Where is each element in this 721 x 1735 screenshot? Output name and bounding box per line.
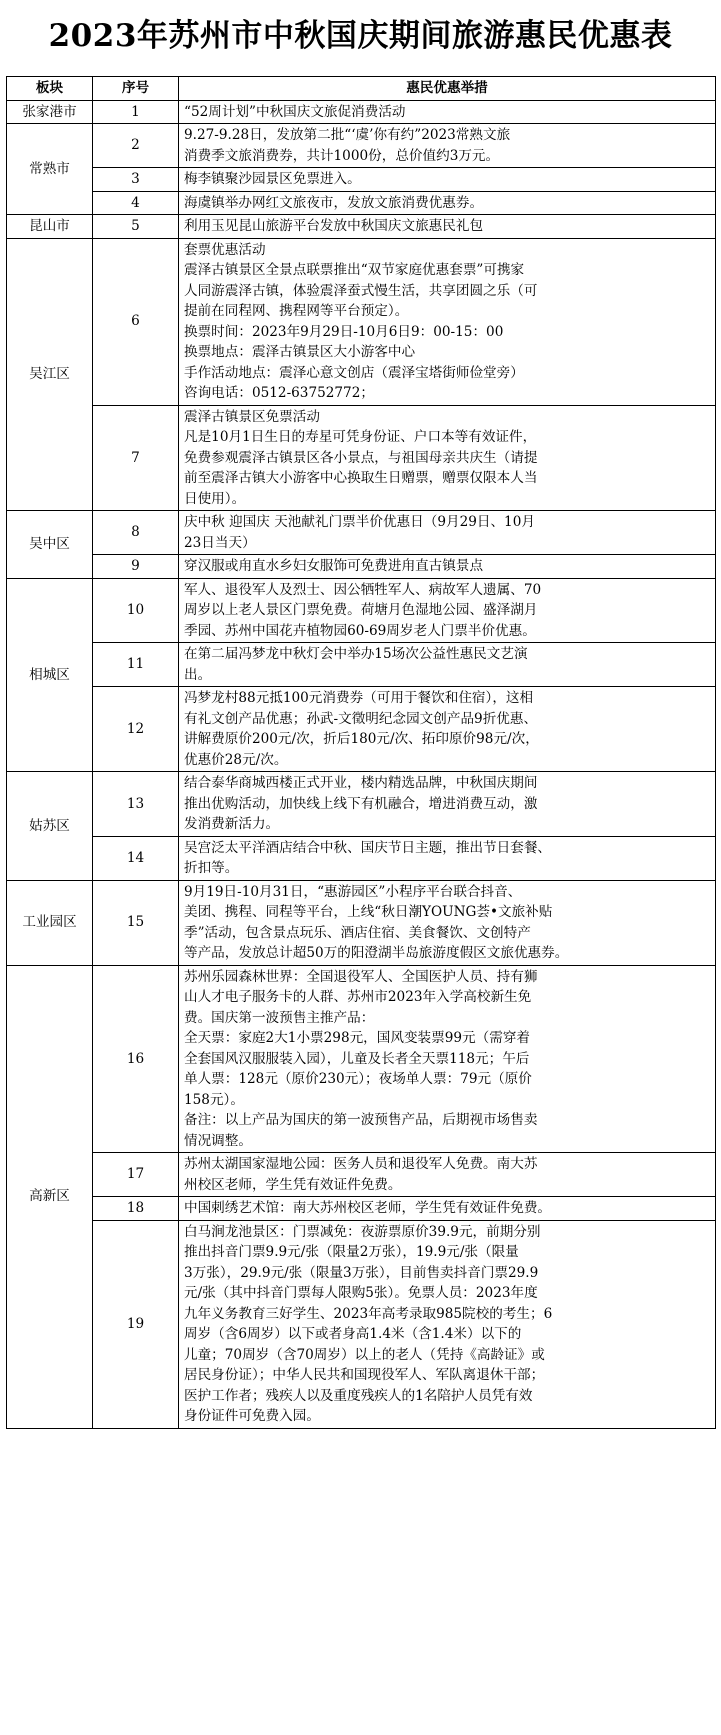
region-cell: 姑苏区 [7, 772, 93, 881]
measure-text-line: 在第二届冯梦龙中秋灯会中举办15场次公益性惠民文艺演 [184, 646, 528, 662]
row-number-cell: 1 [93, 100, 179, 124]
measure-text-line: 冯梦龙村88元抵100元消费券（可用于餐饮和住宿），这相 [184, 690, 534, 706]
measure-text-line: “52周计划”中秋国庆文旅促消费活动 [184, 103, 406, 120]
measure-text-line: 158元）。 [184, 1091, 244, 1108]
measure-cell [179, 238, 716, 405]
measure-text-line: 推出优购活动，加快线上线下有机融合，增进消费互动，激 [184, 795, 538, 812]
measure-text-line: 元/张（其中抖音门票每人限购5张）。免票人员：2023年度 [184, 1285, 538, 1301]
row-number-cell: 4 [93, 191, 179, 215]
measure-text-line: 穿汉服或甪直水乡妇女服饰可免费进甪直古镇景点 [184, 558, 484, 574]
region-cell: 高新区 [7, 965, 93, 1428]
measure-cell [179, 168, 716, 192]
measure-cell [179, 124, 716, 168]
measure-text-line: 日使用）。 [184, 490, 246, 507]
row-number-cell: 8 [93, 511, 179, 555]
measure-text-line: 身份证件可免费入园。 [184, 1408, 320, 1424]
measure-text-line: 儿童；70周岁（含70周岁）以上的老人（凭持《高龄证》或 [184, 1346, 545, 1363]
table-header-row [7, 77, 716, 101]
measure-text-line: 手作活动地点：震泽心意文创店（震泽宝塔街师俭堂旁） [184, 364, 524, 381]
measure-text-line: 九年义务教育三好学生、2023年高考录取985院校的考生；6 [184, 1305, 553, 1322]
measure-cell [179, 965, 716, 1153]
measure-text-line: 全天票：家庭2大1小票298元，国风变装票99元（需穿着 [184, 1030, 531, 1046]
measure-text-line: 提前在同程网、携程网等平台预定）。 [184, 303, 409, 319]
row-number-cell: 10 [93, 578, 179, 643]
measure-text-line: 单人票：128元（原价230元）；夜场单人票：79元（原价 [184, 1071, 532, 1087]
measure-text-line: 苏州乐园森林世界：全国退役军人、全国医护人员、持有狮 [184, 968, 538, 985]
measure-text-line: 优惠价28元/次。 [184, 751, 288, 768]
measure-cell [179, 555, 716, 579]
measure-text-line: 苏州太湖国家湿地公园：医务人员和退役军人免费。南大苏 [184, 1156, 538, 1172]
table-row [7, 1220, 716, 1428]
measure-text-line: 3万张），29.9元/张（限量3万张），目前售卖抖音门票29.9 [184, 1264, 539, 1281]
table-row [7, 555, 716, 579]
row-number-cell: 2 [93, 124, 179, 168]
row-number-cell: 12 [93, 687, 179, 772]
measure-text-line: 9.27-9.28日，发放第二批“‘虞’你有约”2023常熟文旅 [184, 127, 511, 143]
measure-cell [179, 687, 716, 772]
measure-text-line: 美团、携程、同程等平台，上线“秋日潮YOUNG荟•文旅补贴 [184, 904, 553, 920]
measure-text-line: 9月19日-10月31日，“惠游园区”小程序平台联合抖音、 [184, 883, 522, 900]
measure-text-line: 费。国庆第一波预售主推产品： [184, 1009, 375, 1026]
table-row [7, 405, 716, 511]
region-cell: 昆山市 [7, 215, 93, 239]
row-number-cell: 18 [93, 1197, 179, 1221]
measure-text-line: 梅李镇聚沙园景区免票进入。 [184, 171, 361, 187]
table-body [7, 100, 716, 1428]
row-number-cell: 13 [93, 772, 179, 837]
region-cell: 张家港市 [7, 100, 93, 124]
measure-cell [179, 836, 716, 880]
measure-text-line: 季园、苏州中国花卉植物园60-69周岁老人门票半价优惠。 [184, 622, 536, 639]
region-cell: 吴江区 [7, 238, 93, 511]
measure-cell [179, 511, 716, 555]
measure-text-line: 海虞镇举办网红文旅夜市，发放文旅消费优惠券。 [184, 194, 484, 211]
row-number-cell: 5 [93, 215, 179, 239]
header-measures: 惠民优惠举措 [179, 77, 716, 101]
measure-text-line: 震泽古镇景区全景点联票推出“双节家庭优惠套票”可携家 [184, 262, 525, 278]
table-row [7, 238, 716, 405]
row-number-cell: 14 [93, 836, 179, 880]
measure-text-line: 咨询电话：0512-63752772； [184, 385, 374, 401]
measure-text-line: 周岁以上老人景区门票免费。荷塘月色湿地公园、盛泽湖月 [184, 602, 538, 618]
measure-cell [179, 191, 716, 215]
measure-text-line: 人同游震泽古镇，体验震泽蚕式慢生活，共享团圆之乐（可 [184, 282, 538, 299]
table-row [7, 1197, 716, 1221]
row-number-cell: 11 [93, 643, 179, 687]
measure-text-line: 换票时间：2023年9月29日-10月6日9：00-15：00 [184, 323, 504, 340]
measure-text-line: 结合泰华商城西楼正式开业，楼内精选品牌，中秋国庆期间 [184, 775, 538, 791]
measure-text-line: 讲解费原价200元/次，折后180元/次、拓印原价98元/次， [184, 731, 539, 747]
table-row [7, 191, 716, 215]
measure-cell [179, 772, 716, 837]
table-row [7, 687, 716, 772]
table-row [7, 880, 716, 965]
measure-text-line: 备注：以上产品为国庆的第一波预售产品，后期视市场售卖 [184, 1112, 538, 1128]
measure-cell [179, 405, 716, 511]
table-row [7, 100, 716, 124]
region-cell: 工业园区 [7, 880, 93, 965]
header-region: 板块 [7, 77, 93, 101]
measure-text-line: 居民身份证）；中华人民共和国现役军人、军队离退休干部； [184, 1367, 545, 1383]
page-title: 2023年苏州市中秋国庆期间旅游惠民优惠表 [48, 18, 673, 54]
measure-text-line: 利用玉见昆山旅游平台发放中秋国庆文旅惠民礼包 [184, 218, 484, 234]
measure-text-line: 推出抖音门票9.9元/张（限量2万张），19.9元/张（限量 [184, 1244, 519, 1260]
measure-text-line: 医护工作者；残疾人以及重度残疾人的1名陪护人员凭有效 [184, 1387, 533, 1404]
measure-cell [179, 643, 716, 687]
measure-text-line: 震泽古镇景区免票活动 [184, 408, 320, 425]
table-row [7, 168, 716, 192]
measure-cell [179, 215, 716, 239]
row-number-cell: 15 [93, 880, 179, 965]
table-row [7, 1153, 716, 1197]
table-row [7, 578, 716, 643]
measure-text-line: 折扣等。 [184, 860, 239, 876]
measure-text-line: 等产品，发放总计超50万的阳澄湖半岛旅游度假区文旅优惠券。 [184, 945, 569, 961]
table-row [7, 643, 716, 687]
table-row [7, 511, 716, 555]
measure-text-line: 中国刺绣艺术馆：南大苏州校区老师，学生凭有效证件免费。 [184, 1200, 552, 1216]
measure-text-line: 山人才电子服务卡的人群、苏州市2023年入学高校新生免 [184, 989, 532, 1005]
measure-text-line: 白马涧龙池景区：门票减免：夜游票原价39.9元，前期分别 [184, 1223, 541, 1240]
measure-cell [179, 880, 716, 965]
header-number: 序号 [93, 77, 179, 101]
measure-text-line: 出。 [184, 666, 212, 683]
row-number-cell: 7 [93, 405, 179, 511]
table-row [7, 215, 716, 239]
row-number-cell: 19 [93, 1220, 179, 1428]
measure-text-line: 季”活动，包含景点玩乐、酒店住宿、美食餐饮、文创特产 [184, 924, 531, 941]
measure-text-line: 前至震泽古镇大小游客中心换取生日赠票，赠票仅限本人当 [184, 470, 538, 486]
measure-cell [179, 100, 716, 124]
table-row [7, 965, 716, 1153]
measure-text-line: 全套国风汉服服装入园），儿童及长者全天票118元；午后 [184, 1050, 530, 1067]
measure-text-line: 有礼文创产品优惠；孙武-文徵明纪念园文创产品9折优惠、 [184, 710, 538, 727]
region-cell: 常熟市 [7, 124, 93, 215]
row-number-cell: 3 [93, 168, 179, 192]
row-number-cell: 9 [93, 555, 179, 579]
measure-text-line: 换票地点：震泽古镇景区大小游客中心 [184, 344, 416, 360]
measure-text-line: 州校区老师，学生凭有效证件免费。 [184, 1176, 402, 1193]
table-row [7, 772, 716, 837]
measure-text-line: 免费参观震泽古镇景区各小景点，与祖国母亲共庆生（请提 [184, 449, 538, 466]
benefits-table [6, 76, 716, 1429]
measure-text-line: 情况调整。 [184, 1132, 252, 1149]
measure-cell [179, 1197, 716, 1221]
table-row [7, 124, 716, 168]
measure-text-line: 周岁（含6周岁）以下或者身高1.4米（含1.4米）以下的 [184, 1326, 522, 1342]
measure-cell [179, 578, 716, 643]
measure-text-line: 消费季文旅消费券，共计1000份，总价值约3万元。 [184, 147, 500, 164]
measure-text-line: 庆中秋 迎国庆 天池献礼门票半价优惠日（9月29日、10月 [184, 514, 535, 530]
row-number-cell: 6 [93, 238, 179, 405]
measure-text-line: 发消费新活力。 [184, 816, 280, 832]
measure-cell [179, 1220, 716, 1428]
measure-text-line: 23日当天） [184, 534, 256, 551]
row-number-cell: 17 [93, 1153, 179, 1197]
row-number-cell: 16 [93, 965, 179, 1153]
measure-text-line: 套票优惠活动 [184, 241, 266, 258]
measure-text-line: 军人、退役军人及烈士、因公牺牲军人、病故军人遗属、70 [184, 581, 542, 598]
measure-text-line: 凡是10月1日生日的寿星可凭身份证、户口本等有效证件， [184, 429, 537, 445]
region-cell: 吴中区 [7, 511, 93, 579]
measure-cell [179, 1153, 716, 1197]
region-cell: 相城区 [7, 578, 93, 772]
measure-text-line: 吴宫泛太平洋酒店结合中秋、国庆节日主题，推出节日套餐、 [184, 839, 552, 856]
table-row [7, 836, 716, 880]
